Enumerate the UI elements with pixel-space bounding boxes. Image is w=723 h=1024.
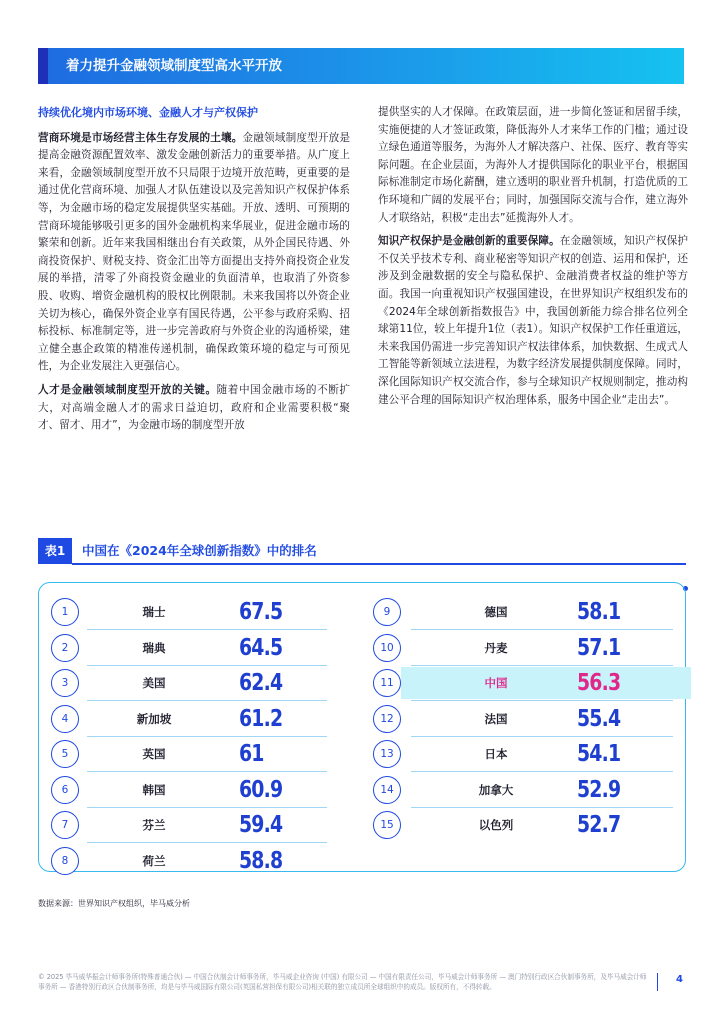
country-name: 荷兰 — [142, 853, 166, 868]
rank-number: 15 — [373, 811, 401, 839]
rank-number: 10 — [373, 634, 401, 662]
index-score: 57.1 — [577, 634, 621, 661]
rank-number: 3 — [51, 669, 79, 697]
index-score: 58.1 — [577, 599, 621, 625]
country-name: 瑞典 — [142, 640, 166, 655]
country-name: 中国 — [484, 676, 508, 690]
banner-title: 着力提升金融领域制度型高水平开放 — [66, 58, 282, 74]
paragraph-body: 在金融领域，知识产权保护不仅关乎技术专利、商业秘密等知识产权的创造、运用和保护，还涉及到金融数据的安全与隐私保护、金融消费者权益的维护等方面。我国一向重视知识产权强国建设，在世界知识产权组织发布的《2024年全球创新指数报告》中，我国创新能力综合排名位列全球第11位，较上年提升1位（表1）。知识产权保护工作任重道远，未来我国仍需进一步完善知识产权法律体系，加快数据、生成式人工智能等新领域立法进程，为数字经济发展提供制度保障。同时，深化国际知识产权交流合作，参与全球知识产权规则制定，推动构建公平合理的国际知识产权治理体系，服务中国企业“走出去”。 — [378, 235, 688, 406]
ranking-row — [373, 665, 673, 701]
section-banner — [38, 48, 684, 84]
table-tag: 表1 — [38, 538, 72, 564]
index-score: 56.3 — [577, 670, 621, 696]
ranking-row — [51, 843, 351, 879]
rank-number: 12 — [373, 705, 401, 733]
index-score: 67.5 — [239, 599, 283, 625]
table-header — [38, 538, 686, 564]
footer-divider — [657, 973, 658, 991]
ranking-row — [51, 736, 351, 772]
table-title: 中国在《2024年全球创新指数》中的排名 — [82, 543, 317, 558]
index-score: 59.4 — [239, 812, 283, 838]
right-text-column — [378, 104, 688, 415]
ranking-row — [51, 772, 351, 808]
left-text-column — [38, 104, 350, 441]
footer-legal: © 2025 毕马威华振会计师事务所(特殊普通合伙) — 中国合伙制会计师事务所，毕马威企业咨询 (中国) 有限公司 — 中国有限责任公司，毕马威会计师事务所 — 澳门特别行政区合伙制事务所，及毕马威会计师事务所 — 香港特别行政区合伙制事务所，均是与毕马威国际有限公司(英国私营担保有限公司)相关联的独立成员所全球组织中的成员。版权所有，不得转载。 — [38, 973, 647, 991]
ranking-row — [373, 736, 673, 772]
index-score: 60.9 — [239, 776, 283, 803]
rank-number: 8 — [51, 847, 79, 875]
rank-number: 11 — [373, 669, 401, 697]
index-score: 61 — [239, 741, 264, 767]
index-score: 58.8 — [239, 847, 283, 874]
index-score: 54.1 — [577, 741, 621, 767]
data-source: 数据来源：世界知识产权组织，毕马威分析 — [38, 899, 190, 908]
rank-number: 1 — [51, 598, 79, 626]
rank-number: 14 — [373, 776, 401, 804]
country-name: 法国 — [484, 711, 508, 726]
country-name: 丹麦 — [484, 640, 508, 655]
ranking-row — [51, 701, 351, 737]
country-name: 加拿大 — [478, 782, 514, 797]
section-sub-heading: 持续优化境内市场环境、金融人才与产权保护 — [38, 106, 258, 119]
ranking-row — [373, 701, 673, 737]
country-name: 德国 — [484, 605, 508, 619]
paragraph-body: 随着中国金融市场的不断扩大，对高端金融人才的需求日益迫切，政府和企业需要积极“聚才、留才、用才”，为金融市场的制度型开放 — [38, 383, 351, 432]
ranking-row — [51, 630, 351, 666]
index-score: 52.9 — [577, 776, 621, 803]
rank-number: 13 — [373, 740, 401, 768]
paragraph-body: 金融领域制度型开放是提高金融资源配置效率、激发金融创新活力的重要举措。从广度上来看，金融领域制度型开放不只局限于边境开放范畴，更重要的是通过优化营商环境、加强人才队伍建设以及完善知识产权保护体系等，为金融市场的稳定发展提供坚实基础。开放、透明、可预期的营商环境能够吸引更多的国外金融机构来华展业，促进金融市场的繁荣和创新。近年来我国相继出台有关政策，从外企国民待遇、外商投资保护、财税支持、资金汇出等方面提出支持外商投资企业发展的举措，清零了外商投资金融业的负面清单，也取消了外资参股、收购、增资金融机构的股权比例限制。未来我国将以外资企业关切为核心，确保外资企业享有国民待遇，公平参与政府采购、招标投标、标准制定等，进一步完善政府与外资企业的沟通桥梁，建立健全惠企政策的精准传递机制，确保政策环境的稳定与可预见性，为企业发展注入更强信心。 — [38, 131, 351, 373]
page-number: 4 — [676, 974, 683, 985]
rank-number: 2 — [51, 634, 79, 662]
table-title-rule — [72, 563, 686, 565]
ranking-table — [38, 582, 686, 872]
country-name: 英国 — [142, 747, 166, 761]
rank-number: 5 — [51, 740, 79, 768]
ranking-row — [51, 665, 351, 701]
index-score: 52.7 — [577, 812, 621, 838]
index-score: 62.4 — [239, 670, 283, 696]
index-score: 64.5 — [239, 634, 283, 661]
country-name: 韩国 — [142, 782, 166, 797]
ranking-row — [51, 807, 351, 843]
ranking-row — [373, 630, 673, 666]
index-score: 55.4 — [577, 705, 621, 732]
rank-number: 6 — [51, 776, 79, 804]
ranking-row — [373, 807, 673, 843]
paragraph-talent-continued: 提供坚实的人才保障。在政策层面，进一步简化签证和居留手续，实施便捷的人才签证政策，降低海外人才来华工作的门槛；通过设立绿色通道等服务，为海外人才解决落户、社保、医疗、教育等实际问题。在企业层面，为海外人才提供国际化的职业平台，根据国际标准制定市场化薪酬，建立透明的职业晋升机制，打造优质的工作环境和广阔的发展平台；同时，加强国际交流与合作，建立海外人才联络站，积极“走出去”延揽海外人才。 — [378, 106, 688, 224]
paragraph-lead: 知识产权保护是金融创新的重要保障。 — [378, 235, 560, 248]
rank-number: 4 — [51, 705, 79, 733]
ranking-row — [373, 772, 673, 808]
index-score: 61.2 — [239, 705, 283, 732]
country-name: 新加坡 — [136, 711, 172, 726]
ranking-row — [51, 594, 351, 630]
rank-number: 7 — [51, 811, 79, 839]
country-name: 瑞士 — [142, 605, 166, 619]
banner-accent-bar — [38, 48, 48, 84]
ranking-row — [373, 594, 673, 630]
rank-number: 9 — [373, 598, 401, 626]
country-name: 美国 — [142, 676, 166, 690]
country-name: 以色列 — [478, 818, 514, 832]
paragraph-business-environment — [38, 130, 350, 376]
paragraph-lead: 营商环境是市场经营主体生存发展的土壤。 — [38, 131, 243, 144]
paragraph-lead: 人才是金融领域制度型开放的关键。 — [38, 383, 217, 396]
country-name: 芬兰 — [142, 818, 166, 832]
paragraph-talent — [38, 382, 350, 435]
country-name: 日本 — [484, 747, 508, 761]
paragraph-ip-protection — [378, 233, 688, 409]
